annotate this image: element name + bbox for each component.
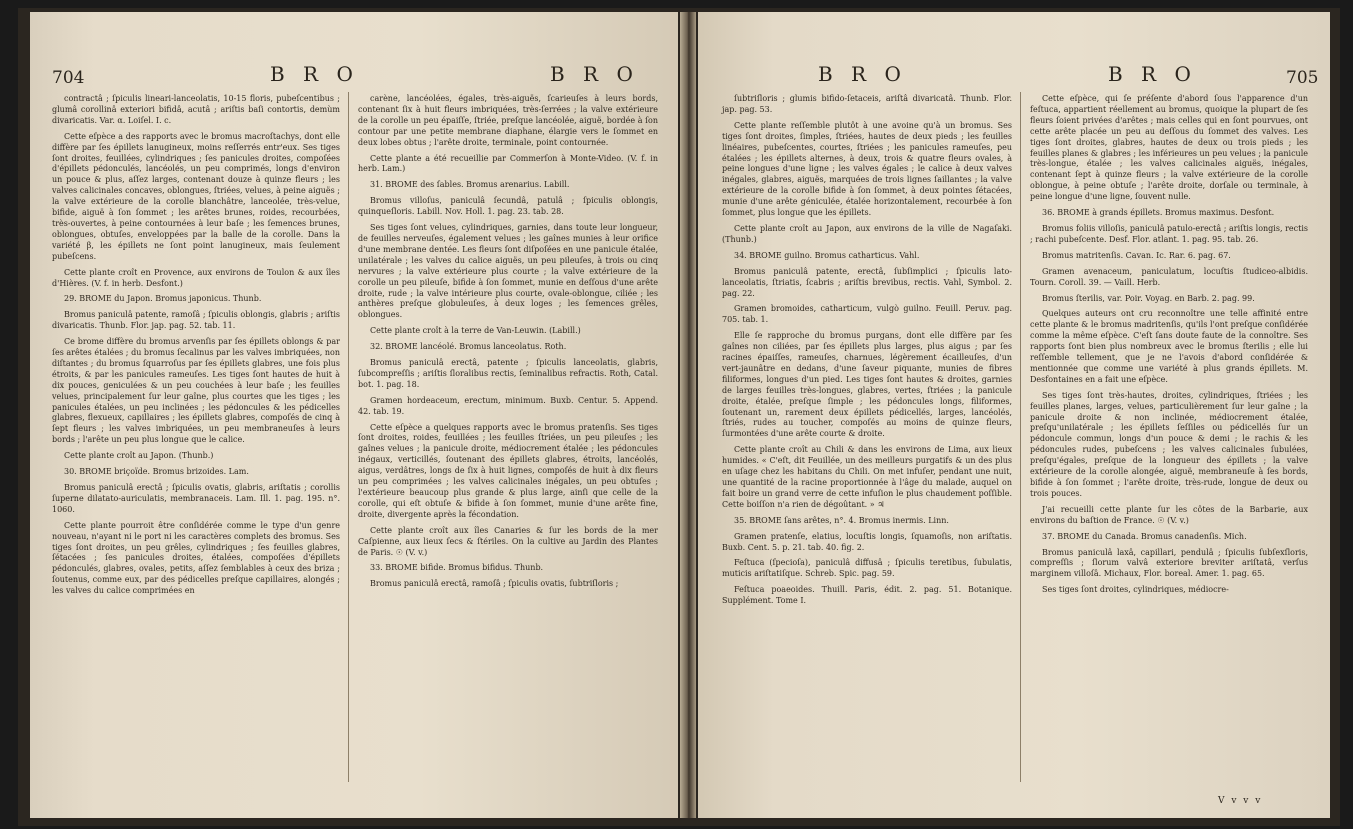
- paragraph: Quelques auteurs ont cru reconnoître une telle affinité entre cette plante & le bromus madritenſis, qu'ils l'ont preſque conſidérée comme la même eſpèce. C'eſt ſans doute faute de la connoître. Ses rapports ſont bien plus nombreux avec le bromus ſterilis ; elle lui reſſemble tellement, que je ne l'avois d'abord conſidérée & mentionnée que comme une variété à plus grands épillets. M. Desfontaines en a fait une eſpèce.: [1030, 309, 1308, 384]
- paragraph: Bromus paniculâ patente, ramoſâ ; ſpiculis oblongis, glabris ; ariſtis divaricatis. Thunb. Flor. jap. pag. 52. tab. 11.: [52, 310, 340, 331]
- book-spread: [18, 8, 1340, 826]
- paragraph: Bromus foliis villoſis, paniculâ patulo-erectâ ; ariſtis longis, rectis ; rachi pubeſcente. Desf. Flor. atlant. 1. pag. 95. tab. 26.: [1030, 223, 1308, 244]
- right-running-head-right: B R O: [1108, 62, 1197, 86]
- paragraph: Ce brome diffère du bromus arvenſis par ſes épillets oblongs & par ſes arêtes étalées ; du bromus ſecalinus par les valves imbriquées, non diſtantes ; du bromus ſquarroſus par ſes épillets glabres, une fois plus étroits, & par les panicules rameuſes. Les tiges ſont hautes de huit à dix pouces, geniculées & un peu couchées à leur baſe ; les feuilles velues, principalement ſur leur gaîne, plus courtes que les tiges ; les panicules étalées, un peu inclinées ; les pédoncules & les pédicelles glabres, flexueux, capillaires ; les épillets glabres, compoſés de cinq à ſept fleurs ; les valves imbriquées, un peu membraneuſes à leurs bords ; l'arête un peu plus longue que le calice.: [52, 337, 340, 445]
- paragraph: Cette plante reſſemble plutôt à une avoine qu'à un bromus. Ses tiges ſont droites, ſimples, ſtriées, hautes de deux pieds ; les feuilles linéaires, pubeſcentes, courtes, ſtriées ; les panicules rameuſes, peu étalées ; les épillets alternes, à deux, trois & quatre fleurs ovales, à peine longues d'une ligne ; les valves égales ; le calice à deux valves inégales, glabres, aiguës, marquées de trois lignes ſaillantes ; la valve extérieure de la corolle bifide à ſon ſommet, à deux pointes ſétacées, munie d'une arête géniculée, étalée horizontalement, recourbée à ſon ſommet, plus longue que les épillets.: [722, 120, 1012, 218]
- paragraph: Bromus paniculâ laxâ, capillari, pendulâ ; ſpiculis ſubſexſloris, compreſſis ; ſlorum valvâ exteriore breviter ariſtatâ, verſus marginem villoſâ. Michaux, Flor. boreal. Amer. 1. pag. 65.: [1030, 547, 1308, 579]
- paragraph: Cette eſpèce a quelques rapports avec le bromus pratenſis. Ses tiges ſont droites, roides, feuillées ; les feuilles ſtriées, un peu pileuſes ; les gaînes velues ; la panicule droite, médiocrement étalée ; les pédoncules inégaux, verticillés, ſoutenant des épillets glabres, étroits, lancéolés, aigus, verdâtres, longs de ſix à huit lignes, compoſés de huit à dix fleurs un peu comprimées ; les valves calicinales inégales, un peu obtuſes ; l'extérieure beaucoup plus grande & plus large, ainſi que celle de la corolle, qui eſt obtuſe & bifide à ſon ſommet, munie d'une arête fine, droite, divergente après la fécondation.: [358, 422, 658, 519]
- paragraph: Cette plante a été recueillie par Commerſon à Monte-Video. (V. f. in herb. Lam.): [358, 153, 658, 174]
- paragraph: Bromus paniculâ erectâ ; ſpiculis ovatis, glabris, ariſtatis ; corollis ſuperne dilatato-auriculatis, membranaceis. Lam. Ill. 1. pag. 195. n°. 1060.: [52, 483, 340, 514]
- paragraph: Feſtuca poaeoides. Thuill. Paris, édit. 2. pag. 51. Botanique. Supplément. Tome I.: [722, 585, 1012, 606]
- right-column-1: [722, 94, 1012, 814]
- book-spine: [680, 12, 696, 818]
- paragraph: Gramen pratenſe, elatius, locuſtis longis, ſquamoſis, non ariſtatis. Buxb. Cent. 5. p. 21. tab. 40. fig. 2.: [722, 531, 1012, 552]
- paragraph: 36. BROME à grands épillets. Bromus maximus. Desfont.: [1042, 208, 1275, 218]
- paragraph: 31. BROME des ſables. Bromus arenarius. Labill.: [370, 180, 570, 190]
- right-running-head-left: B R O: [818, 62, 907, 86]
- paragraph: Cette eſpèce a des rapports avec le bromus macroſtachys, dont elle diffère par ſes épillets lanugineux, moins reſſerrés entr'eux. Ses tiges ſont droites, feuillées, cylindriques ; ſes panicules droites, compoſées d'épillets pédonculés, lancéolés, un peu comprimés, longs d'environ un pouce & plus, aſſez larges, contenant douze à quinze fleurs ; les valves calicinales concaves, oblongues, ſtriées, velues, à peine aiguës ; la valve extérieure de la corolle blanchâtre, lanceolée, très-velue, bifide, aiguë à ſon ſommet ; les arêtes brunes, roides, recourbées, très-ouvertes, à peine contournées à leur baſe ; les ſemences brunes, oblongues, obtuſes, enveloppées par la balle de la corolle. Dans la variété β, les épillets ne ſont point lanugineux, mais ſeulement pubeſcens.: [52, 131, 340, 261]
- paragraph: contractâ ; ſpiculis lineari-lanceolatis, 10-15 floris, pubeſcentibus ; glumâ corollinâ exteriori bifidâ, acutâ ; ariſtis baſi contortis, demùm divaricatis. Var. α. Loiſel. I. c.: [52, 94, 340, 125]
- right-column-2: [1030, 94, 1308, 794]
- paragraph: Cette plante croît à la terre de Van-Leuwin. (Labill.): [370, 326, 581, 336]
- paragraph: Cette plante pourroit être conſidérée comme le type d'un genre nouveau, n'ayant ni le port ni les caractères complets des bromus. Ses tiges ſont droites, un peu grêles, cylindriques ; ſes feuilles glabres, ſétacées ; ſes panicules droites, étalées, compoſées d'épillets pédonculés, glabres, ovales, petits, aſſez ſemblables à ceux des briza ; ſoutenus, comme eux, par des pédicelles preſque capillaires, alongés ; les valves du calice comprimées en: [52, 520, 340, 596]
- right-page: [698, 12, 1330, 818]
- paragraph: Bromus matritenſis. Cavan. Ic. Rar. 6. pag. 67.: [1042, 250, 1231, 260]
- paragraph: Feſtuca (ſpecioſa), paniculâ diffusâ ; ſpiculis teretibus, ſubulatis, muticis ariſtatiſque. Schreb. Spic. pag. 59.: [722, 558, 1012, 579]
- right-column-rule: [1020, 92, 1021, 782]
- paragraph: Bromus paniculâ erectâ, ramoſâ ; ſpiculis ovatis, ſubtriſloris ;: [370, 579, 619, 589]
- paragraph: 34. BROME guilno. Bromus catharticus. Vahl.: [734, 250, 920, 260]
- signature-mark: V v v v: [1218, 796, 1263, 806]
- paragraph: Ses tiges ſont très-hautes, droites, cylindriques, ſtriées ; les feuilles planes, larges, velues, particulièrement ſur leur gaîne ; la panicule droite & non inclinée, médiocrement étalée, preſqu'unilatérale ; les épillets ſeſſiles ou pédicellés ſur un pédoncule commun, longs d'un pouce & demi ; le rachis & les pédoncules rudes, pubeſcens ; les valves calicinales ſubulées, preſqu'égales, preſque de la longueur des épillets ; la valve extérieure de la corolle alongée, aiguë, membraneuſe à ſes bords, bifide à ſon ſommet ; l'arête droite, très-rude, longue de deux ou trois pouces.: [1030, 390, 1308, 498]
- paragraph: Gramen avenaceum, paniculatum, locuſtis ſtudiceo-albidis. Tourn. Coroll. 39. — Vaill. Herb.: [1030, 266, 1308, 287]
- paragraph: Bromus ſterilis, var. Poir. Voyag. en Barb. 2. pag. 99.: [1042, 293, 1255, 303]
- paragraph: Cette plante croît au Chili & dans les environs de Lima, aux lieux humides. « C'eſt, dit Feuillée, un des meilleurs purgatifs & un des plus en uſage chez les habitans du Chili. On met infuſer, pendant une nuit, une quantité de la racine proportionnée à l'âge du malade, auquel on fait boire un grand verre de cette infuſion le plus chaudement poſſible. Cette boiſſon n'a rien de dégoûtant. » ♃: [722, 445, 1012, 509]
- paragraph: Ses tiges ſont droites, cylindriques, médiocre-: [1042, 585, 1229, 595]
- left-page-number: 704: [52, 68, 85, 88]
- paragraph: Cette plante croît en Provence, aux environs de Toulon & aux îles d'Hières. (V. f. in herb. Desfont.): [52, 267, 340, 288]
- paragraph: Cette plante croît aux îles Canaries & ſur les bords de la mer Caſpienne, aux lieux ſecs & ſtériles. On la cultive au Jardin des Plantes de Paris. ☉ (V. v.): [358, 525, 658, 557]
- paragraph: Cette plante croît au Japon, aux environs de la ville de Nagaſaki. (Thunb.): [722, 223, 1012, 244]
- paragraph: Bromus paniculâ patente, erectâ, ſubſimplici ; ſpiculis lato-lanceolatis, ſtriatis, ſcabris ; ariſtis brevibus, rectis. Vahl, Symbol. 2. pag. 22.: [722, 266, 1012, 298]
- paragraph: 32. BROME lancéolé. Bromus lanceolatus. Roth.: [370, 342, 567, 352]
- paragraph: J'ai recueilli cette plante ſur les côtes de la Barbarie, aux environs du baſtion de France. ☉ (V. v.): [1030, 504, 1308, 525]
- paragraph: Ses tiges ſont velues, cylindriques, garnies, dans toute leur longueur, de feuilles nerveuſes, également velues ; les gaînes munies à leur orifice d'une membrane dentée. Les fleurs ſont diſpoſées en une panicule étalée, unilatérale ; les valves du calice aiguës, un peu pileuſes, à trois ou cinq nervures ; la valve extérieure plus courte ; la valve extérieure de la corolle un peu pileuſe, bifide à ſon ſommet, munie en deſſous d'une arête droite, rude ; la valve intérieure plus courte, ovale-oblongue, ciliée ; les anthères preſque globuleuſes, à deux loges ; les ſemences grêles, oblongues.: [358, 223, 658, 320]
- right-page-number: 705: [1286, 68, 1319, 88]
- paragraph: Cette eſpèce, qui ſe préſente d'abord ſous l'apparence d'un feſtuca, appartient réellement au bromus, quoique la plupart de ſes fleurs ſoient privées d'arêtes ; mais celles qui en ſont pourvues, ont cette arête placée un peu au deſſous du ſommet des valves. Les tiges ſont droites, glabres, hautes de deux ou trois pieds ; les feuilles planes & glabres ; les inférieures un peu velues ; la panicule très-longue, étalée ; les valves calicinales aiguës, inégales, contenant ſept à quinze fleurs ; la valve extérieure de la corolle oblongue, à peine obtuſe ; l'arête droite, dorſale ou terminale, à peine longue d'une ligne, ſouvent nulle.: [1030, 94, 1308, 202]
- paragraph: 30. BROME briçoïde. Bromus brizoides. Lam.: [64, 467, 249, 477]
- paragraph: 29. BROME du Japon. Bromus japonicus. Thunb.: [64, 294, 262, 304]
- paragraph: Gramen bromoides, catharticum, vulgò guilno. Feuill. Peruv. pag. 705. tab. 1.: [722, 304, 1012, 325]
- paragraph: Gramen hordeaceum, erectum, minimum. Buxb. Centur. 5. Append. 42. tab. 19.: [358, 395, 658, 416]
- left-running-head-right: B R O: [550, 62, 639, 86]
- left-page: [30, 12, 678, 818]
- paragraph: Elle ſe rapproche du bromus purgans, dont elle diffère par ſes gaînes non ciliées, par ſes épillets plus larges, plus aigus ; par ſes racines épaiſſes, rameuſes, charnues, légèrement écailleuſes, d'un vert-jaunâtre en dedans, d'une ſaveur piquante, munies de fibres filiformes, longues d'un pied. Les tiges ſont hautes & droites, garnies de larges feuilles très-longues, glabres, vertes, ſtriées ; la panicule droite, étalée, preſque ſimple ; les pédoncules longs, filiformes, ſoutenant un, rarement deux épillets pédicellés, larges, lancéolés, ſtriés, rudes au toucher, compoſés au moins de quinze fleurs, ſurmontées d'une arête courte & droite.: [722, 331, 1012, 439]
- paragraph: 37. BROME du Canada. Bromus canadenſis. Mich.: [1042, 531, 1247, 541]
- left-running-head-left: B R O: [270, 62, 359, 86]
- paragraph: carène, lancéolées, égales, très-aiguës, ſcarieuſes à leurs bords, contenant ſix à huit fleurs imbriquées, très-ſerrées ; la valve extérieure de la corolle un peu épaiſſe, ſtriée, preſque lancéolée, aiguë, bordée à ſon contour par une petite membrane diaphane, élargie vers le ſommet en deux lobes obtus ; l'arête droite, terminale, point contournée.: [358, 94, 658, 147]
- paragraph: ſubtriſloris ; glumis bifido-ſetaceis, ariſtâ divaricatâ. Thunb. Flor. jap. pag. 53.: [722, 94, 1012, 114]
- paragraph: 35. BROME ſans arêtes, n°. 4. Bromus inermis. Linn.: [734, 515, 949, 525]
- paragraph: 33. BROME bifide. Bromus bifidus. Thunb.: [370, 563, 544, 573]
- paragraph: Bromus paniculâ erectâ, patente ; ſpiculis lanceolatis, glabris, ſubcompreſſis ; ariſtis ſloralibus rectis, ſeminalibus refractis. Roth, Catal. bot. 1. pag. 18.: [358, 358, 658, 389]
- left-column-1: [52, 94, 340, 814]
- paragraph: Cette plante croît au Japon. (Thunb.): [64, 451, 214, 461]
- paragraph: Bromus villoſus, paniculâ ſecundâ, patulâ ; ſpiculis oblongis, quinqueſloris. Labill. Nov. Holl. 1. pag. 23. tab. 28.: [358, 196, 658, 217]
- left-column-rule: [348, 92, 349, 782]
- left-column-2: [358, 94, 658, 814]
